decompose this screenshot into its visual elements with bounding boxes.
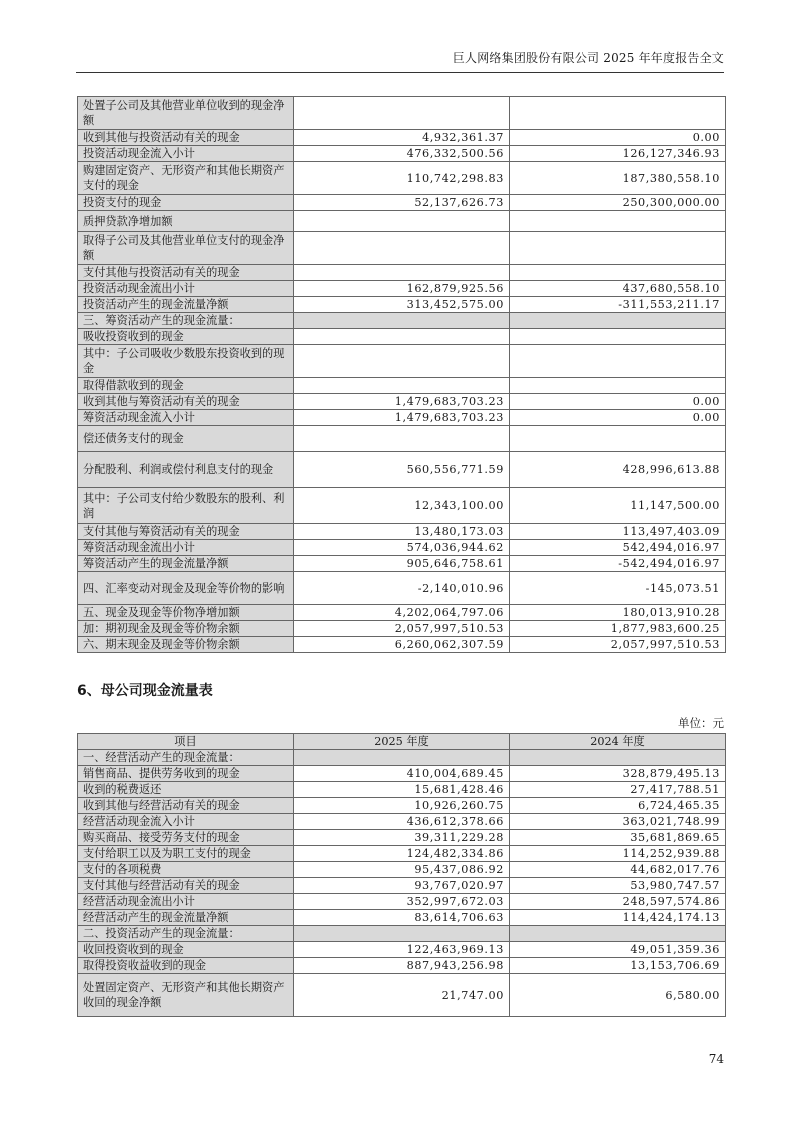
- value-2025: 110,742,298.83: [294, 162, 510, 195]
- row-label: 投资支付的现金: [78, 195, 294, 211]
- table-row: [78, 195, 726, 211]
- report-header-title: 巨人网络集团股份有限公司 2025 年年度报告全文: [452, 51, 724, 65]
- value-2025: [294, 97, 510, 130]
- value-2025: 93,767,020.97: [294, 878, 510, 894]
- value-2024: 0.00: [510, 410, 726, 426]
- value-2025: 905,646,758.61: [294, 556, 510, 572]
- table-row: [78, 926, 726, 942]
- table-row: [78, 958, 726, 974]
- value-2024: [510, 97, 726, 130]
- value-2025: [294, 426, 510, 452]
- table-row: [78, 426, 726, 452]
- value-2024: [510, 345, 726, 378]
- table-row: [78, 394, 726, 410]
- table-row: [78, 910, 726, 926]
- table-row: [78, 605, 726, 621]
- value-2024: 49,051,359.36: [510, 942, 726, 958]
- value-2025: [294, 265, 510, 281]
- value-2025: 162,879,925.56: [294, 281, 510, 297]
- value-2024: 44,682,017.76: [510, 862, 726, 878]
- row-label: 购买商品、接受劳务支付的现金: [78, 830, 294, 846]
- table-row: [78, 297, 726, 313]
- value-2024: -542,494,016.97: [510, 556, 726, 572]
- table-row: [78, 265, 726, 281]
- value-2024: 2,057,997,510.53: [510, 637, 726, 653]
- table-row: [78, 878, 726, 894]
- table-row: [78, 637, 726, 653]
- table-row: [78, 524, 726, 540]
- value-2025: 1,479,683,703.23: [294, 410, 510, 426]
- value-2025: 122,463,969.13: [294, 942, 510, 958]
- value-2024: 428,996,613.88: [510, 452, 726, 488]
- row-label: 质押贷款净增加额: [78, 211, 294, 232]
- value-2025: 83,614,706.63: [294, 910, 510, 926]
- row-label: 投资活动产生的现金流量净额: [78, 297, 294, 313]
- row-label: 取得投资收益收到的现金: [78, 958, 294, 974]
- value-2024: [510, 265, 726, 281]
- table-row: [78, 232, 726, 265]
- value-2024: [510, 232, 726, 265]
- table-row: [78, 146, 726, 162]
- row-label: 购建固定资产、无形资产和其他长期资产支付的现金: [78, 162, 294, 195]
- page-number: 74: [708, 1052, 724, 1066]
- row-label: 收到其他与经营活动有关的现金: [78, 798, 294, 814]
- unit-label: 单位：元: [678, 716, 724, 730]
- table-row: [78, 572, 726, 605]
- row-label: 一、经营活动产生的现金流量：: [78, 750, 294, 766]
- row-label: 筹资活动现金流入小计: [78, 410, 294, 426]
- value-2025: 574,036,944.62: [294, 540, 510, 556]
- value-2024: 53,980,747.57: [510, 878, 726, 894]
- value-2024: [510, 750, 726, 766]
- column-header-item: 项目: [78, 734, 294, 750]
- row-label: 三、筹资活动产生的现金流量：: [78, 313, 294, 329]
- consolidated-cash-flow-table-continued: [77, 96, 726, 653]
- value-2024: 0.00: [510, 130, 726, 146]
- column-header-2025: 2025 年度: [294, 734, 510, 750]
- value-2024: 6,724,465.35: [510, 798, 726, 814]
- value-2024: 27,417,788.51: [510, 782, 726, 798]
- table-row: [78, 162, 726, 195]
- row-label: 二、投资活动产生的现金流量：: [78, 926, 294, 942]
- value-2025: 21,747.00: [294, 974, 510, 1017]
- row-label: 支付的各项税费: [78, 862, 294, 878]
- row-label: 五、现金及现金等价物净增加额: [78, 605, 294, 621]
- column-header-2024: 2024 年度: [510, 734, 726, 750]
- row-label: 处置子公司及其他营业单位收到的现金净额: [78, 97, 294, 130]
- row-label: 经营活动现金流出小计: [78, 894, 294, 910]
- value-2024: 114,424,174.13: [510, 910, 726, 926]
- row-label: 支付其他与筹资活动有关的现金: [78, 524, 294, 540]
- value-2025: 352,997,672.03: [294, 894, 510, 910]
- table-header-row: [78, 734, 726, 750]
- table-row: [78, 782, 726, 798]
- value-2024: [510, 426, 726, 452]
- value-2024: 35,681,869.65: [510, 830, 726, 846]
- value-2025: 313,452,575.00: [294, 297, 510, 313]
- table-row: [78, 540, 726, 556]
- table-row: [78, 974, 726, 1017]
- row-label: 加：期初现金及现金等价物余额: [78, 621, 294, 637]
- value-2024: -311,553,211.17: [510, 297, 726, 313]
- row-label: 取得子公司及其他营业单位支付的现金净额: [78, 232, 294, 265]
- value-2024: [510, 313, 726, 329]
- value-2024: 542,494,016.97: [510, 540, 726, 556]
- parent-company-cash-flow-table: [77, 733, 726, 1017]
- value-2024: 126,127,346.93: [510, 146, 726, 162]
- value-2024: 187,380,558.10: [510, 162, 726, 195]
- value-2025: [294, 313, 510, 329]
- value-2025: [294, 750, 510, 766]
- value-2025: 476,332,500.56: [294, 146, 510, 162]
- value-2025: [294, 329, 510, 345]
- header-divider: [76, 72, 724, 73]
- table-row: [78, 329, 726, 345]
- value-2024: 328,879,495.13: [510, 766, 726, 782]
- value-2025: 15,681,428.46: [294, 782, 510, 798]
- value-2024: 114,252,939.88: [510, 846, 726, 862]
- table-row: [78, 281, 726, 297]
- value-2025: 560,556,771.59: [294, 452, 510, 488]
- row-label: 其中：子公司吸收少数股东投资收到的现金: [78, 345, 294, 378]
- value-2025: 887,943,256.98: [294, 958, 510, 974]
- table-row: [78, 211, 726, 232]
- table-row: [78, 830, 726, 846]
- table-row: [78, 130, 726, 146]
- table-row: [78, 846, 726, 862]
- row-label: 处置固定资产、无形资产和其他长期资产收回的现金净额: [78, 974, 294, 1017]
- value-2025: 410,004,689.45: [294, 766, 510, 782]
- row-label: 取得借款收到的现金: [78, 378, 294, 394]
- value-2025: 1,479,683,703.23: [294, 394, 510, 410]
- row-label: 偿还债务支付的现金: [78, 426, 294, 452]
- table-row: [78, 345, 726, 378]
- value-2025: [294, 378, 510, 394]
- value-2025: 436,612,378.66: [294, 814, 510, 830]
- table-row: [78, 862, 726, 878]
- table-row: [78, 97, 726, 130]
- row-label: 支付其他与经营活动有关的现金: [78, 878, 294, 894]
- value-2025: 13,480,173.03: [294, 524, 510, 540]
- value-2024: 6,580.00: [510, 974, 726, 1017]
- value-2025: 2,057,997,510.53: [294, 621, 510, 637]
- row-label: 支付其他与投资活动有关的现金: [78, 265, 294, 281]
- value-2024: 11,147,500.00: [510, 488, 726, 524]
- value-2024: [510, 378, 726, 394]
- table-row: [78, 814, 726, 830]
- value-2024: 180,013,910.28: [510, 605, 726, 621]
- row-label: 六、期末现金及现金等价物余额: [78, 637, 294, 653]
- value-2024: [510, 926, 726, 942]
- table-row: [78, 410, 726, 426]
- row-label: 筹资活动现金流出小计: [78, 540, 294, 556]
- value-2024: 1,877,983,600.25: [510, 621, 726, 637]
- value-2024: [510, 211, 726, 232]
- table-row: [78, 313, 726, 329]
- row-label: 销售商品、提供劳务收到的现金: [78, 766, 294, 782]
- row-label: 经营活动现金流入小计: [78, 814, 294, 830]
- value-2025: -2,140,010.96: [294, 572, 510, 605]
- value-2025: 6,260,062,307.59: [294, 637, 510, 653]
- value-2025: 39,311,229.28: [294, 830, 510, 846]
- section-title: 6、母公司现金流量表: [77, 683, 213, 699]
- value-2024: 248,597,574.86: [510, 894, 726, 910]
- value-2025: [294, 345, 510, 378]
- row-label: 其中：子公司支付给少数股东的股利、利润: [78, 488, 294, 524]
- row-label: 四、汇率变动对现金及现金等价物的影响: [78, 572, 294, 605]
- table-row: [78, 750, 726, 766]
- value-2024: 250,300,000.00: [510, 195, 726, 211]
- table-row: [78, 378, 726, 394]
- table-row: [78, 452, 726, 488]
- row-label: 收到其他与投资活动有关的现金: [78, 130, 294, 146]
- row-label: 收回投资收到的现金: [78, 942, 294, 958]
- row-label: 收到其他与筹资活动有关的现金: [78, 394, 294, 410]
- value-2025: [294, 926, 510, 942]
- table-row: [78, 798, 726, 814]
- table-row: [78, 621, 726, 637]
- row-label: 分配股利、利润或偿付利息支付的现金: [78, 452, 294, 488]
- row-label: 经营活动产生的现金流量净额: [78, 910, 294, 926]
- value-2024: 13,153,706.69: [510, 958, 726, 974]
- value-2024: [510, 329, 726, 345]
- value-2025: 4,932,361.37: [294, 130, 510, 146]
- value-2025: [294, 232, 510, 265]
- value-2025: 4,202,064,797.06: [294, 605, 510, 621]
- row-label: 投资活动现金流入小计: [78, 146, 294, 162]
- table-row: [78, 942, 726, 958]
- value-2024: -145,073.51: [510, 572, 726, 605]
- value-2025: [294, 211, 510, 232]
- value-2024: 437,680,558.10: [510, 281, 726, 297]
- value-2025: 12,343,100.00: [294, 488, 510, 524]
- table-row: [78, 894, 726, 910]
- value-2024: 0.00: [510, 394, 726, 410]
- table-row: [78, 556, 726, 572]
- row-label: 收到的税费返还: [78, 782, 294, 798]
- row-label: 投资活动现金流出小计: [78, 281, 294, 297]
- value-2025: 95,437,086.92: [294, 862, 510, 878]
- value-2024: 363,021,748.99: [510, 814, 726, 830]
- value-2025: 10,926,260.75: [294, 798, 510, 814]
- row-label: 吸收投资收到的现金: [78, 329, 294, 345]
- table-row: [78, 766, 726, 782]
- row-label: 筹资活动产生的现金流量净额: [78, 556, 294, 572]
- row-label: 支付给职工以及为职工支付的现金: [78, 846, 294, 862]
- value-2025: 52,137,626.73: [294, 195, 510, 211]
- table-row: [78, 488, 726, 524]
- value-2025: 124,482,334.86: [294, 846, 510, 862]
- value-2024: 113,497,403.09: [510, 524, 726, 540]
